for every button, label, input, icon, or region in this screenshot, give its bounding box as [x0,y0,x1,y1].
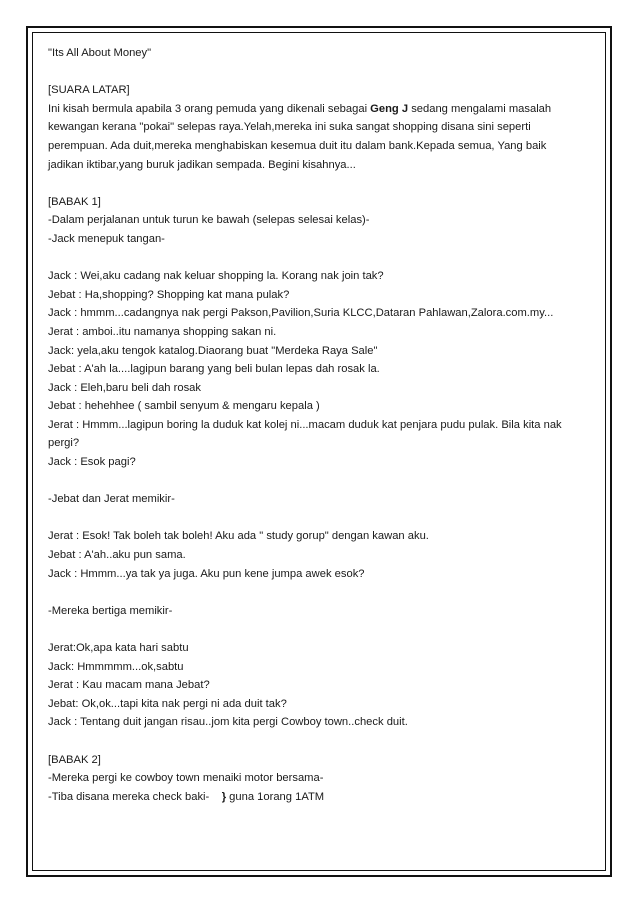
intro-line: Ini kisah bermula apabila 3 orang pemuda yang dikenali sebagai Geng J sedang mengalami masalah [48,102,552,115]
dialogue-line: Jerat : Esok! Tak boleh tak boleh! Aku ada " study gorup" dengan kawan aku. [48,530,429,543]
dialogue-line: Jack: yela,aku tengok katalog.Diaorang buat "Merdeka Raya Sale" [48,344,378,357]
intro-line: kewangan kerana "pokai" selepas raya.Yelah,mereka ini suka sangat shopping disana sini seperti [48,121,531,134]
intro-line: perempuan. Ada duit,mereka menghabiskan kesemua duit itu dalam bank.Kepada semua, Yang baik [48,139,547,152]
dialogue-line: Jebat : hehehhee ( sambil senyum & mengaru kepala ) [48,400,320,413]
dialogue-line: Jack : Esok pagi? [48,456,136,469]
script-text [48,44,604,806]
dialogue-line: Jerat : amboi..itu namanya shopping sakan ni. [48,325,277,338]
dialogue-line: Jack : Eleh,baru beli dah rosak [48,381,201,394]
babak2-heading: [BABAK 2] [48,753,101,766]
stage-direction: -Mereka bertiga memikir- [48,604,173,617]
dialogue-line: Jebat : A'ah..aku pun sama. [48,549,186,562]
dialogue-line: Jebat : A'ah la....lagipun barang yang beli bulan lepas dah rosak la. [48,363,380,376]
dialogue-line: Jack : Hmmm...ya tak ya juga. Aku pun kene jumpa awek esok? [48,567,365,580]
group-name: Geng J [370,102,409,115]
dialogue-line: Jack : Wei,aku cadang nak keluar shopping la. Korang nak join tak? [48,270,384,283]
dialogue-line: Jerat : Kau macam mana Jebat? [48,679,210,692]
dialogue-line: Jerat : Hmmm...lagipun boring la duduk kat kolej ni...macam duduk kat penjara pudu pulak. Bila kita nak [48,418,562,431]
script-title: "Its All About Money" [48,47,152,59]
intro-line: jadikan iktibar,yang buruk jadikan sempada. Begini kisahnya... [48,158,356,171]
dialogue-line: Jebat : Ha,shopping? Shopping kat mana pulak? [48,288,290,301]
stage-direction: -Tiba disana mereka check baki- } guna 1orang 1ATM [48,790,325,803]
stage-direction: -Jack menepuk tangan- [48,232,165,245]
dialogue-line: Jerat:Ok,apa kata hari sabtu [48,642,189,654]
stage-direction: -Dalam perjalanan untuk turun ke bawah (selepas selesai kelas)- [48,214,370,227]
brace-mark: } [221,790,227,803]
babak1-heading: [BABAK 1] [48,195,101,208]
dialogue-line: Jack: Hmmmmm...ok,sabtu [48,660,184,673]
dialogue-line: Jack : Tentang duit jangan risau..jom kita pergi Cowboy town..check duit. [48,716,408,729]
dialogue-line: pergi? [48,437,80,450]
dialogue-line: Jack : hmmm...cadangnya nak pergi Pakson,Pavilion,Suria KLCC,Dataran Pahlawan,Zalora.com.my... [48,307,554,320]
intro-heading: [SUARA LATAR] [48,84,130,97]
stage-direction: -Mereka pergi ke cowboy town menaiki motor bersama- [48,772,324,785]
dialogue-line: Jebat: Ok,ok...tapi kita nak pergi ni ada duit tak? [48,697,287,710]
stage-direction: -Jebat dan Jerat memikir- [48,493,175,506]
